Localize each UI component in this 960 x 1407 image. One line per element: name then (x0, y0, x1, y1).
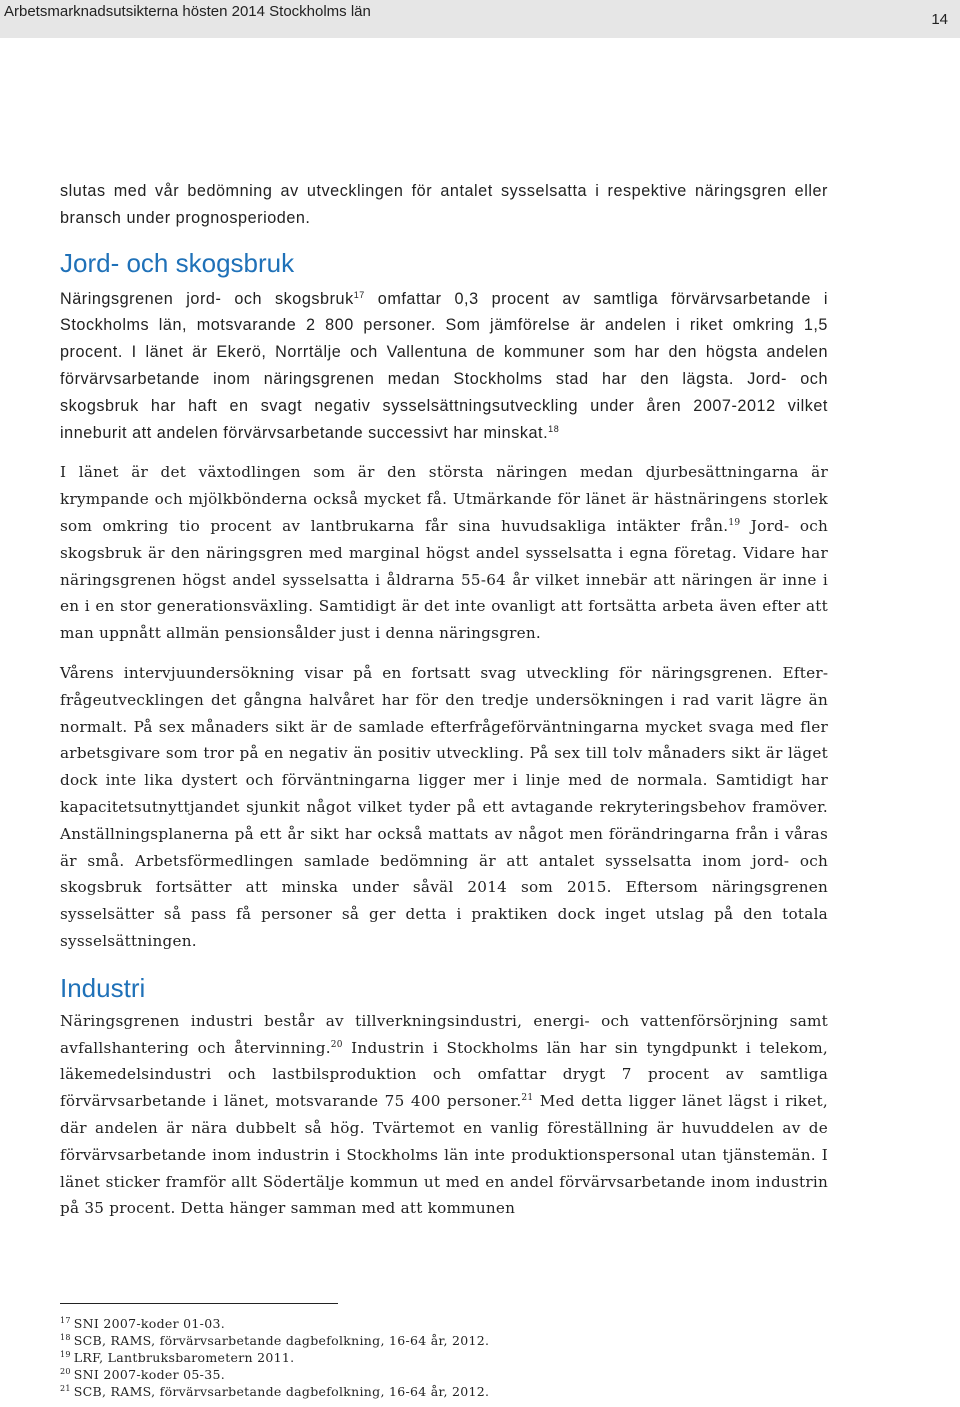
intro-paragraph: slutas med vår bedömning av utvecklingen för antalet sysselsatta i respektive näringsgren eller bransch under prognosperioden. (60, 182, 828, 227)
footnote-ref-18[interactable]: 18 (548, 423, 560, 434)
footnote-ref-21[interactable]: 21 (521, 1093, 534, 1104)
footnote-17 (60, 1315, 760, 1332)
jord-p1-text-b: omfattar 0,3 procent av samtliga förvärvsarbetande i Stockholms län, motsvarande 2 800 personer. Som jämförelse är andelen i riket omkring 1,5 procent. I länet är Ekerö, Norrtälje och Vallentuna de kommuner som har den högsta andelen förvärvsarbetande inom näringsgrenen medan Stockholms stad har den lägsta. Jord- och skogsbruk har haft en svagt negativ sysselsättningsutveckling under åren 2007-2012 vilket inneburit att andelen förvärvsarbetande successivt har minskat. (60, 289, 828, 442)
footnote-text: SCB, RAMS, förvärvsarbetande dagbefolkning, 16-64 år, 2012. (73, 1333, 490, 1348)
page-number: 14 (931, 11, 948, 28)
footnote-ref-19[interactable]: 19 (728, 517, 741, 528)
footnote-number: 19 (60, 1350, 71, 1359)
jord-p2-text-a: I länet är det växtodlingen som är den största näringen medan djurbesättningarna är krympande och mjölkbönderna också mycket få. Utmärkande för länet är hästnäringens storlek som omkring tio procent av lantbrukarna får sina huvudsakliga intäkter från. (60, 463, 828, 535)
footnote-text: SNI 2007-koder 01-03. (73, 1316, 225, 1331)
footnote-number: 20 (60, 1367, 71, 1376)
footnote-number: 18 (60, 1333, 71, 1342)
footnotes (60, 1315, 760, 1400)
heading-jord-och-skogsbruk: Jord- och skogsbruk (60, 247, 295, 278)
heading-industri: Industri (60, 972, 146, 1003)
footnote-ref-17[interactable]: 17 (353, 289, 365, 300)
footnote-18 (60, 1332, 760, 1349)
footnote-text: LRF, Lantbruksbarometern 2011. (73, 1350, 295, 1365)
footnote-text: SCB, RAMS, förvärvsarbetande dagbefolkning, 16-64 år, 2012. (73, 1384, 490, 1399)
jord-paragraph-3: Vårens intervjuundersökning visar på en fortsatt svag utveckling för näringsgrenen. Efterfrågeutvecklingen det gångna halvåret har för den tredje undersökningen i rad varit lägre än normalt. På sex månaders sikt är de samlade efterfrågeförväntningarna mycket svaga med fler arbetsgivare som tror på en negativ än positiv utveckling. På sex till tolv månaders sikt är läget dock inte lika dystert och förväntningarna ligger mer i linje med de normala. Samtidigt har kapacitetsutnyttjandet sjunkit något vilket tyder på ett avtagande rekryteringsbehov framöver. Anställningsplanerna på ett år sikt har också mattats av något men förändringarna från i våras är små. Arbetsförmedlingen samlade bedömning är att antalet sysselsatta inom jord- och skogsbruk fortsätter att minska under såväl 2014 som 2015. Eftersom näringsgrenen sysselsätter så pass få personer så ger detta i praktiken dock inget utslag på den totala sysselsättningen. (60, 663, 828, 950)
footnote-number: 17 (60, 1316, 71, 1325)
industri-p1-text-c: Med detta ligger länet lägst i riket, där andelen är nära dubbelt så hög. Tvärtemot en vanlig föreställning är huvuddelen av de förvärvsarbetande inom industrin i Stockholms län inte produktionspersonal utan tjänstemän. I länet sticker framför allt Södertälje kommun ut med en andel förvärvsarbetande inom industrin på 35 procent. Detta hänger samman med att kommunen (60, 1092, 828, 1218)
page-header (0, 0, 960, 38)
industri-p1-text-a: Näringsgrenen industri består av tillverkningsindustri, energi- och vattenförsörjning samt avfallshantering och återvinning. (60, 1011, 828, 1057)
jord-p1-text-a: Näringsgrenen jord- och skogsbruk (60, 289, 354, 308)
footnote-number: 21 (60, 1384, 71, 1393)
industri-p1-text-b: Industrin i Stockholms län har sin tyngdpunkt i telekom, läkemedelsindustri och lastbilsproduktion och omfattar drygt 7 procent av samtliga förvärvsarbetande i länet, motsvarande 75 400 personer. (60, 1038, 828, 1111)
jord-paragraph-2 (60, 459, 828, 647)
footnote-ref-20[interactable]: 20 (330, 1039, 343, 1050)
footnote-text: SNI 2007-koder 05-35. (73, 1367, 225, 1382)
footnote-19 (60, 1349, 760, 1366)
jord-paragraph-1 (60, 286, 828, 447)
footnote-20 (60, 1366, 760, 1383)
document-title: Arbetsmarknadsutsikterna hösten 2014 Stockholms län (4, 3, 371, 20)
jord-p2-text-b: Jord- och skogsbruk är den näringsgren med marginal högst andel sysselsatta i egna företag. Vidare har näringsgrenen högst andel sysselsatta i åldrarna 55-64 år vilket innebär att näringen är inne i en i en stor generationsväxling. Samtidigt är det inte ovanligt att fortsätta arbeta även efter att man uppnått allmän pensionsålder just i denna näringsgren. (60, 516, 829, 643)
industri-paragraph-1 (60, 1008, 828, 1222)
footnote-divider (60, 1303, 338, 1304)
footnote-21 (60, 1383, 760, 1400)
main-content (60, 178, 828, 1222)
